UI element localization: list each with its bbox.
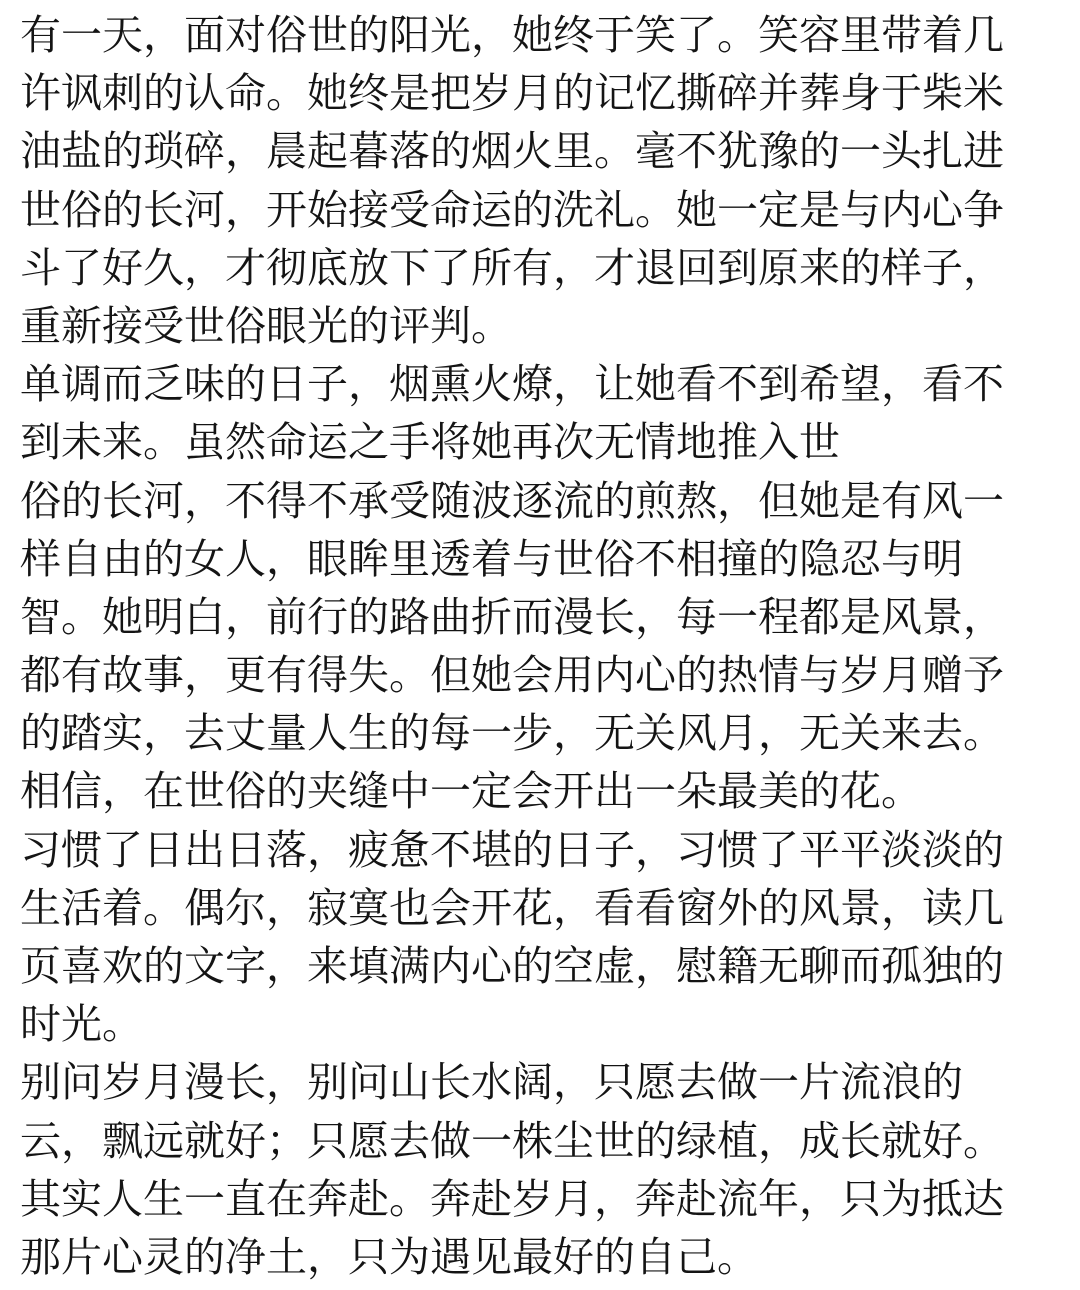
text-line: 到未来。虽然命运之手将她再次无情地推入世 [20,418,840,467]
text-line: 的踏实，去丈量人生的每一步，无关风月，无关来去。 [20,709,1004,758]
text-line: 时光。 [20,1000,143,1049]
text-line: 许讽刺的认命。她终是把岁月的记忆撕碎并葬身于柴米 [20,69,1004,118]
text-line: 智。她明白，前行的路曲折而漫长，每一程都是风景， [20,592,1004,641]
article-text [20,6,1070,1286]
text-line: 页喜欢的文字，来填满内心的空虚，慰籍无聊而孤独的 [20,942,1004,990]
text-line: 其实人生一直在奔赴。奔赴岁月，奔赴流年，只为抵达 [20,1174,1004,1223]
text-line: 样自由的女人，眼眸里透着与世俗不相撞的隐忍与明 [20,534,963,583]
text-line: 重新接受世俗眼光的评判。 [20,301,512,350]
text-line: 生活着。偶尔，寂寞也会开花，看看窗外的风景，读几 [20,883,1004,932]
text-line: 俗的长河，不得不承受随波逐流的煎熬，但她是有风一 [20,476,1004,525]
text-line: 相信，在世俗的夹缝中一定会开出一朵最美的花。 [20,767,922,816]
text-line: 都有故事，更有得失。但她会用内心的热情与岁月赠予 [20,651,1004,700]
text-line: 有一天，面对俗世的阳光，她终于笑了。笑容里带着几 [20,11,1004,59]
text-line: 云，飘远就好；只愿去做一株尘世的绿植，成长就好。 [20,1116,1004,1165]
text-line: 斗了好久，才彻底放下了所有，才退回到原来的样子， [20,243,1004,292]
text-line: 那片心灵的净土，只为遇见最好的自己。 [20,1232,758,1281]
text-line: 别问岁月漫长，别问山长水阔，只愿去做一片流浪的 [20,1058,963,1107]
text-line: 习惯了日出日落，疲惫不堪的日子，习惯了平平淡淡的 [20,825,1004,874]
text-line: 世俗的长河，开始接受命运的洗礼。她一定是与内心争 [20,185,1004,234]
text-line: 单调而乏味的日子，烟熏火燎，让她看不到希望，看不 [20,360,1004,409]
text-line: 油盐的琐碎，晨起暮落的烟火里。毫不犹豫的一头扎进 [20,127,1004,176]
